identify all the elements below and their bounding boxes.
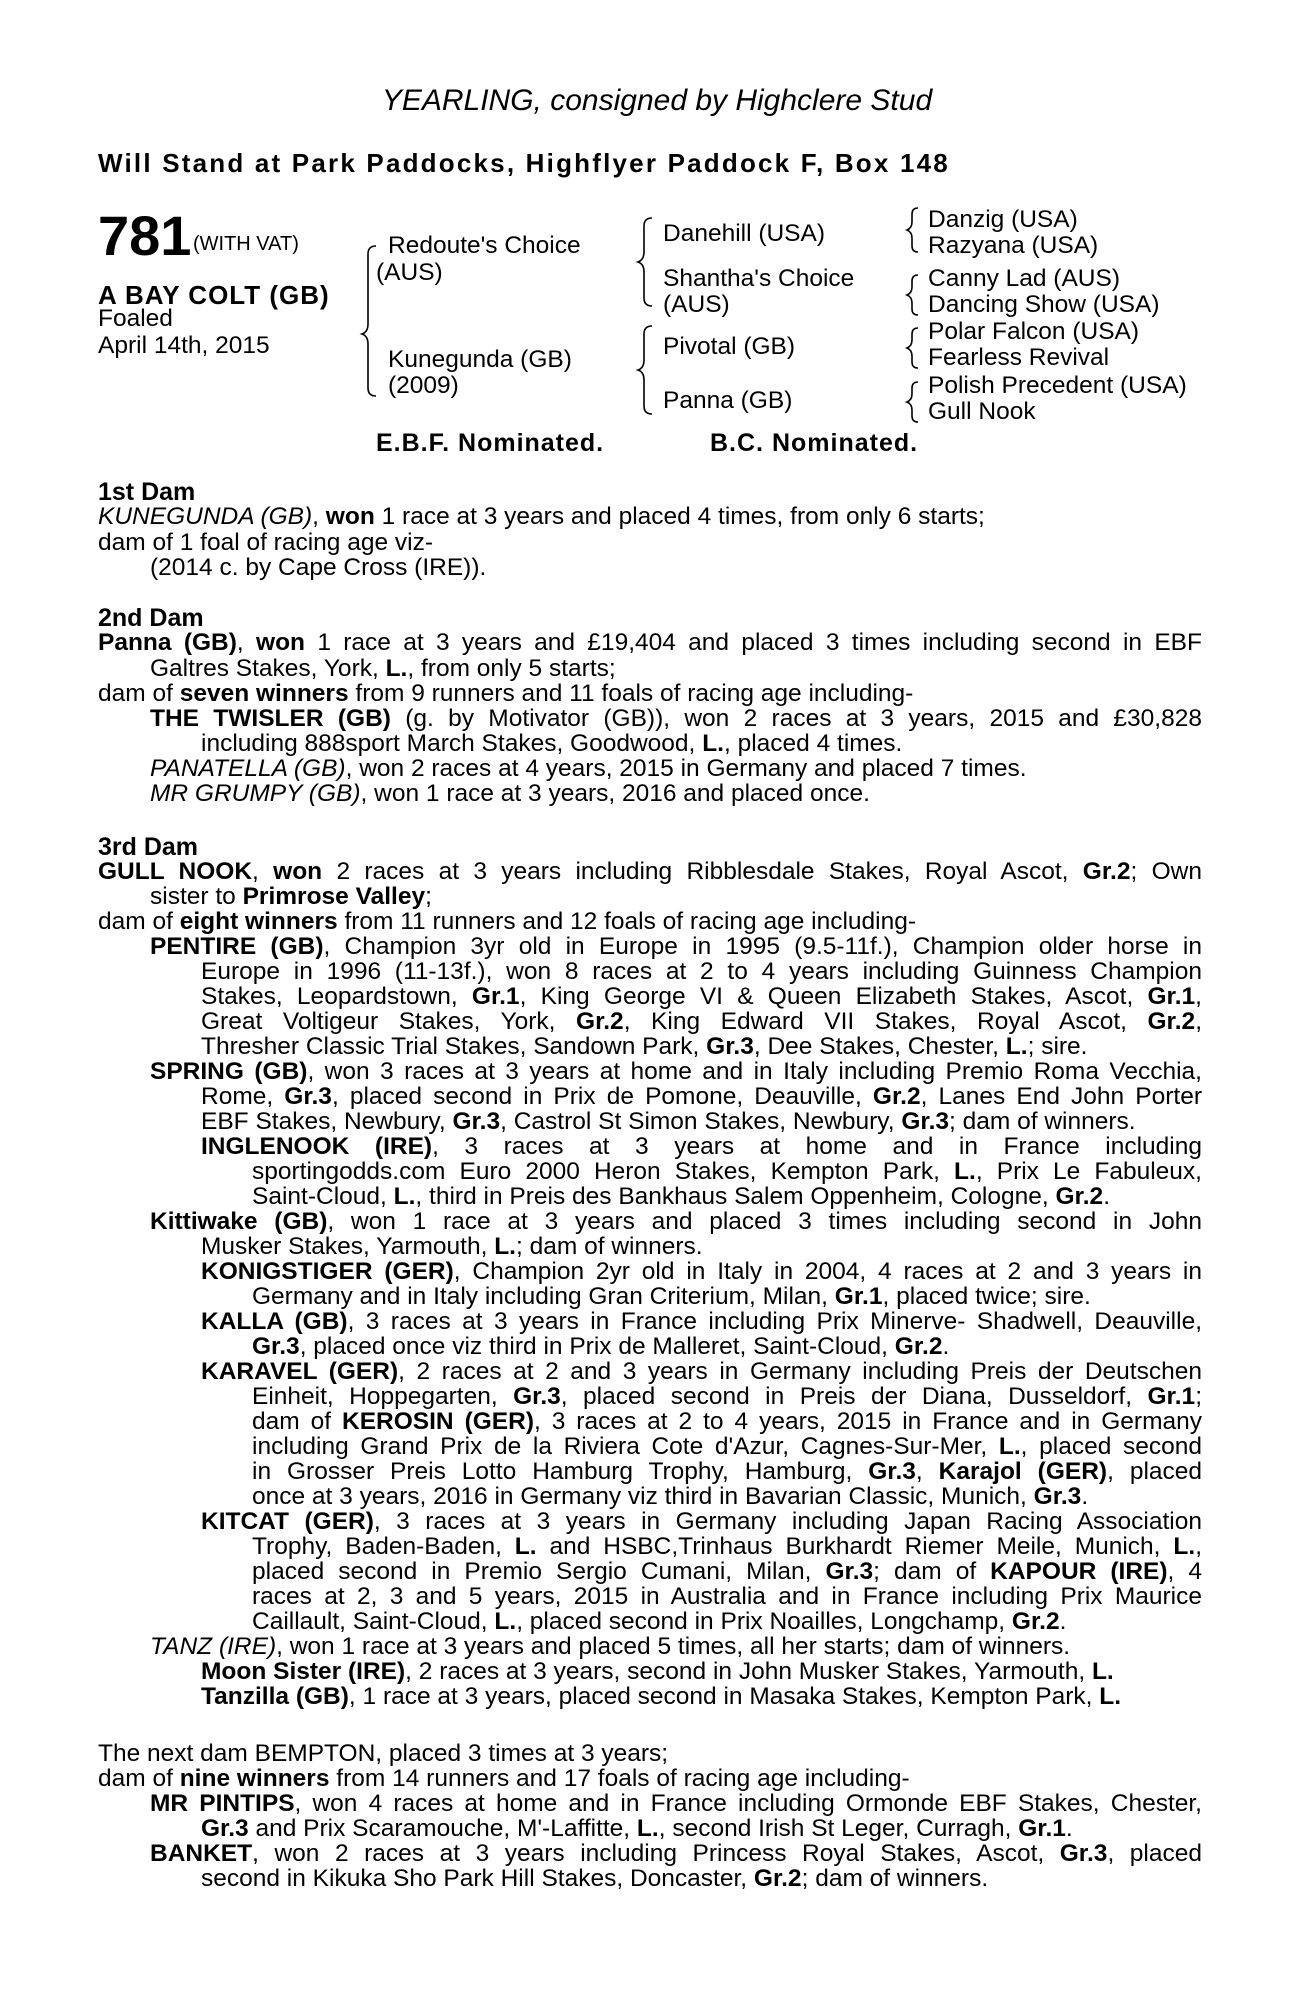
third-dam-line: SPRING (GB), won 3 races at 3 years at home and in Italy including Premio Roma Vecchia,	[150, 1058, 1202, 1085]
third-dam-line: sportingodds.com Euro 2000 Heron Stakes, Kempton Park, L., Prix Le Fabuleux,	[252, 1158, 1202, 1185]
ancestor-4: Dancing Show (USA)	[928, 291, 1160, 318]
next-dam-line: BANKET, won 2 races at 3 years including Princess Royal Stakes, Ascot, Gr.3, placed	[150, 1840, 1202, 1867]
third-dam-line: Germany and in Italy including Gran Criterium, Milan, Gr.1, placed twice; sire.	[252, 1283, 1091, 1310]
third-dam-line: dam of KEROSIN (GER), 3 races at 2 to 4 years, 2015 in France and in Germany	[252, 1408, 1202, 1435]
third-dam-heading: 3rd Dam	[98, 833, 199, 861]
sire-dam-name: Shantha's Choice	[663, 265, 855, 292]
first-dam-line: dam of 1 foal of racing age viz-	[98, 529, 434, 556]
second-dam-heading: 2nd Dam	[98, 604, 204, 632]
third-dam-line: Gr.3, placed once viz third in Prix de Malleret, Saint-Cloud, Gr.2.	[252, 1333, 950, 1360]
third-dam-line: races at 2, 3 and 5 years, 2015 in Australia and in France including Prix Maurice	[252, 1583, 1202, 1610]
ancestor-6: Fearless Revival	[928, 344, 1110, 371]
second-dam-line: including 888sport March Stakes, Goodwood, L., placed 4 times.	[201, 730, 903, 757]
next-dam-line: second in Kikuka Sho Park Hill Stakes, Doncaster, Gr.2; dam of winners.	[201, 1865, 989, 1892]
ancestor-3: Canny Lad (AUS)	[928, 265, 1121, 292]
dam-dam: Panna (GB)	[663, 387, 793, 414]
first-dam-line: (2014 c. by Cape Cross (IRE)).	[150, 554, 487, 581]
second-dam-line: THE TWISLER (GB) (g. by Motivator (GB)), won 2 races at 3 years, 2015 and £30,828	[150, 705, 1202, 732]
stand-location: Will Stand at Park Paddocks, Highflyer Paddock F, Box 148	[98, 148, 950, 178]
ancestor-5: Polar Falcon (USA)	[928, 318, 1140, 345]
third-dam-line: TANZ (IRE), won 1 race at 3 years and placed 5 times, all her starts; dam of winners.	[150, 1633, 1071, 1660]
vat-note: (WITH VAT)	[193, 233, 299, 255]
third-dam-line: Caillault, Saint-Cloud, L., placed second in Prix Noailles, Longchamp, Gr.2.	[252, 1608, 1067, 1635]
third-dam-line: including Grand Prix de la Riviera Cote d'Azur, Cagnes-Sur-Mer, L., placed second	[252, 1433, 1202, 1460]
third-dam-line: KARAVEL (GER), 2 races at 2 and 3 years in Germany including Preis der Deutschen	[201, 1358, 1202, 1385]
third-dam-line: Saint-Cloud, L., third in Preis des Bankhaus Salem Oppenheim, Cologne, Gr.2.	[252, 1183, 1110, 1210]
third-dam-line: EBF Stakes, Newbury, Gr.3, Castrol St Simon Stakes, Newbury, Gr.3; dam of winners.	[201, 1108, 1136, 1135]
second-dam-line: PANATELLA (GB), won 2 races at 4 years, 2015 in Germany and placed 7 times.	[150, 755, 1027, 782]
third-dam-line: Tanzilla (GB), 1 race at 3 years, placed second in Masaka Stakes, Kempton Park, L.	[201, 1683, 1122, 1710]
sire-name: Redoute's Choice	[388, 232, 581, 259]
third-dam-line: Great Voltigeur Stakes, York, Gr.2, King Edward VII Stakes, Royal Ascot, Gr.2,	[201, 1008, 1202, 1035]
sire-sire: Danehill (USA)	[663, 220, 826, 247]
third-dam-line: in Grosser Preis Lotto Hamburg Trophy, Hamburg, Gr.3, Karajol (GER), placed	[252, 1458, 1203, 1485]
third-dam-line: Rome, Gr.3, placed second in Prix de Pomone, Deauville, Gr.2, Lanes End John Porter	[201, 1083, 1202, 1110]
second-dam-line: MR GRUMPY (GB), won 1 race at 3 years, 2016 and placed once.	[150, 780, 870, 807]
horse-name: A BAY COLT (GB)	[98, 280, 330, 310]
next-dam-line: The next dam BEMPTON, placed 3 times at 3 years;	[98, 1740, 669, 1767]
second-dam-line: dam of seven winners from 9 runners and 11 foals of racing age including-	[98, 680, 914, 707]
second-dam-line: Panna (GB), won 1 race at 3 years and £19,404 and placed 3 times including second in EBF	[98, 629, 1202, 656]
next-dam-line: MR PINTIPS, won 4 races at home and in France including Ormonde EBF Stakes, Chester,	[150, 1790, 1202, 1817]
page-title: YEARLING, consigned by Highclere Stud	[381, 84, 933, 117]
ancestor-1: Danzig (USA)	[928, 206, 1078, 233]
third-dam-line: KALLA (GB), 3 races at 3 years in France including Prix Minerve- Shadwell, Deauville,	[201, 1308, 1202, 1335]
dam-year: (2009)	[388, 372, 459, 399]
dam-name: Kunegunda (GB)	[388, 346, 572, 373]
lot-number: 781	[98, 204, 192, 267]
ancestor-8: Gull Nook	[928, 398, 1036, 425]
third-dam-line: dam of eight winners from 11 runners and 12 foals of racing age including-	[98, 908, 916, 935]
third-dam-line: Trophy, Baden-Baden, L. and HSBC,Trinhaus Burkhardt Riemer Meile, Munich, L.,	[252, 1533, 1202, 1560]
next-dam-line: Gr.3 and Prix Scaramouche, M'-Laffitte, L., second Irish St Leger, Curragh, Gr.1.	[201, 1815, 1073, 1842]
sire-dam-country: (AUS)	[663, 291, 730, 318]
first-dam-line: KUNEGUNDA (GB), won 1 race at 3 years and placed 4 times, from only 6 starts;	[98, 503, 985, 530]
third-dam-line: GULL NOOK, won 2 races at 3 years including Ribblesdale Stakes, Royal Ascot, Gr.2; Own	[98, 858, 1202, 885]
third-dam-line: placed second in Premio Sergio Cumani, Milan, Gr.3; dam of KAPOUR (IRE), 4	[252, 1558, 1202, 1585]
third-dam-line: Thresher Classic Trial Stakes, Sandown Park, Gr.3, Dee Stakes, Chester, L.; sire.	[201, 1033, 1088, 1060]
third-dam-line: sister to Primrose Valley;	[150, 883, 432, 910]
bc-nominated: B.C. Nominated.	[710, 429, 919, 457]
third-dam-line: Stakes, Leopardstown, Gr.1, King George VI & Queen Elizabeth Stakes, Ascot, Gr.1,	[201, 983, 1202, 1010]
second-dam-line: Galtres Stakes, York, L., from only 5 starts;	[150, 655, 616, 682]
third-dam-line: Einheit, Hoppegarten, Gr.3, placed second in Preis der Diana, Dusseldorf, Gr.1;	[252, 1383, 1202, 1410]
third-dam-line: KONIGSTIGER (GER), Champion 2yr old in Italy in 2004, 4 races at 2 and 3 years in	[201, 1258, 1202, 1285]
third-dam-line: KITCAT (GER), 3 races at 3 years in Germany including Japan Racing Association	[201, 1508, 1202, 1535]
third-dam-line: Musker Stakes, Yarmouth, L.; dam of winners.	[201, 1233, 703, 1260]
third-dam-line: Europe in 1996 (11-13f.), won 8 races at 2 to 4 years including Guinness Champion	[201, 958, 1202, 985]
ancestor-7: Polish Precedent (USA)	[928, 372, 1187, 399]
dam-sire: Pivotal (GB)	[663, 333, 796, 360]
third-dam-line: Kittiwake (GB), won 1 race at 3 years and placed 3 times including second in John	[150, 1208, 1202, 1235]
foaled-date: April 14th, 2015	[98, 332, 270, 359]
third-dam-line: Moon Sister (IRE), 2 races at 3 years, second in John Musker Stakes, Yarmouth, L.	[201, 1658, 1114, 1685]
next-dam-line: dam of nine winners from 14 runners and 17 foals of racing age including-	[98, 1765, 910, 1792]
first-dam-heading: 1st Dam	[98, 478, 196, 506]
third-dam-line: once at 3 years, 2016 in Germany viz third in Bavarian Classic, Munich, Gr.3.	[252, 1483, 1089, 1510]
ebf-nominated: E.B.F. Nominated.	[376, 429, 605, 457]
third-dam-line: PENTIRE (GB), Champion 3yr old in Europe in 1995 (9.5-11f.), Champion older horse in	[150, 933, 1202, 960]
ancestor-2: Razyana (USA)	[928, 232, 1099, 259]
foaled-label: Foaled	[98, 305, 173, 332]
sire-country: (AUS)	[376, 259, 443, 286]
third-dam-line: INGLENOOK (IRE), 3 races at 3 years at home and in France including	[201, 1133, 1202, 1160]
